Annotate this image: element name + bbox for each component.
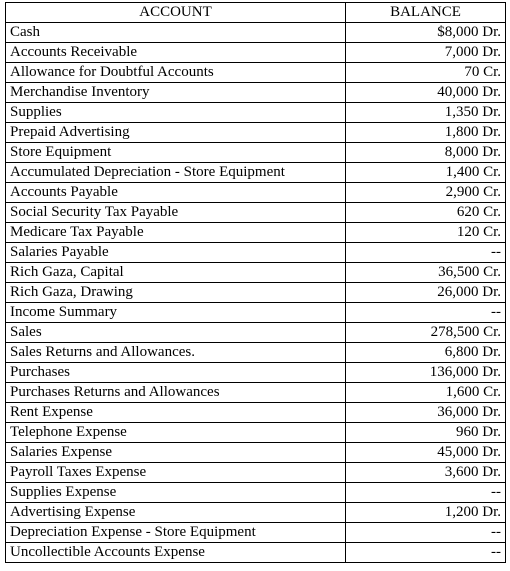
account-name-cell: Telephone Expense — [6, 423, 346, 443]
table-row — [6, 223, 506, 243]
account-name-cell: Accounts Payable — [6, 183, 346, 203]
account-name-cell: Allowance for Doubtful Accounts — [6, 63, 346, 83]
balance-cell: 1,800 Dr. — [346, 123, 506, 143]
account-name-cell: Depreciation Expense - Store Equipment — [6, 523, 346, 543]
balance-cell: -- — [346, 483, 506, 503]
table-row — [6, 503, 506, 523]
table-row — [6, 343, 506, 363]
balance-cell: 36,500 Cr. — [346, 263, 506, 283]
account-name-cell: Sales — [6, 323, 346, 343]
balance-cell: 278,500 Cr. — [346, 323, 506, 343]
account-name-cell: Medicare Tax Payable — [6, 223, 346, 243]
balance-cell: 36,000 Dr. — [346, 403, 506, 423]
table-row — [6, 63, 506, 83]
account-name-cell: Social Security Tax Payable — [6, 203, 346, 223]
account-name-cell: Uncollectible Accounts Expense — [6, 543, 346, 563]
table-row — [6, 443, 506, 463]
account-name-cell: Income Summary — [6, 303, 346, 323]
account-name-cell: Accumulated Depreciation - Store Equipment — [6, 163, 346, 183]
table-row — [6, 43, 506, 63]
account-name-cell: Salaries Expense — [6, 443, 346, 463]
balance-cell: 40,000 Dr. — [346, 83, 506, 103]
balance-cell: 70 Cr. — [346, 63, 506, 83]
account-name-cell: Advertising Expense — [6, 503, 346, 523]
account-name-cell: Salaries Payable — [6, 243, 346, 263]
balance-cell: 45,000 Dr. — [346, 443, 506, 463]
balance-cell: 1,600 Cr. — [346, 383, 506, 403]
table-row — [6, 143, 506, 163]
account-name-cell: Supplies — [6, 103, 346, 123]
table-row — [6, 463, 506, 483]
balance-cell: -- — [346, 303, 506, 323]
table-row — [6, 403, 506, 423]
account-name-cell: Accounts Receivable — [6, 43, 346, 63]
table-row — [6, 83, 506, 103]
table-row — [6, 123, 506, 143]
balance-cell: 1,400 Cr. — [346, 163, 506, 183]
account-name-cell: Payroll Taxes Expense — [6, 463, 346, 483]
table-row — [6, 363, 506, 383]
balance-cell: -- — [346, 243, 506, 263]
account-name-cell: Supplies Expense — [6, 483, 346, 503]
trial-balance-table — [5, 2, 506, 563]
balance-cell: 6,800 Dr. — [346, 343, 506, 363]
account-name-cell: Merchandise Inventory — [6, 83, 346, 103]
balance-cell: 620 Cr. — [346, 203, 506, 223]
table-row — [6, 203, 506, 223]
table-row — [6, 243, 506, 263]
table-row — [6, 383, 506, 403]
balance-cell: 8,000 Dr. — [346, 143, 506, 163]
account-name-cell: Sales Returns and Allowances. — [6, 343, 346, 363]
account-name-cell: Rent Expense — [6, 403, 346, 423]
account-name-cell: Store Equipment — [6, 143, 346, 163]
balance-cell: 3,600 Dr. — [346, 463, 506, 483]
table-row — [6, 283, 506, 303]
table-row — [6, 103, 506, 123]
balance-cell: -- — [346, 523, 506, 543]
balance-cell: 136,000 Dr. — [346, 363, 506, 383]
account-name-cell: Rich Gaza, Capital — [6, 263, 346, 283]
table-row — [6, 163, 506, 183]
account-column-header: ACCOUNT — [6, 3, 346, 23]
account-name-cell: Prepaid Advertising — [6, 123, 346, 143]
table-row — [6, 303, 506, 323]
table-row — [6, 323, 506, 343]
header-row — [6, 3, 506, 23]
balance-cell: 960 Dr. — [346, 423, 506, 443]
account-name-cell: Purchases Returns and Allowances — [6, 383, 346, 403]
table-row — [6, 483, 506, 503]
balance-cell: 26,000 Dr. — [346, 283, 506, 303]
balance-cell: $8,000 Dr. — [346, 23, 506, 43]
balance-cell: -- — [346, 543, 506, 563]
balance-cell: 2,900 Cr. — [346, 183, 506, 203]
balance-column-header: BALANCE — [346, 3, 506, 23]
table-body — [6, 23, 506, 563]
account-name-cell: Purchases — [6, 363, 346, 383]
table-row — [6, 23, 506, 43]
table-row — [6, 263, 506, 283]
table-row — [6, 183, 506, 203]
balance-cell: 1,350 Dr. — [346, 103, 506, 123]
balance-cell: 7,000 Dr. — [346, 43, 506, 63]
table-row — [6, 543, 506, 563]
account-name-cell: Cash — [6, 23, 346, 43]
balance-cell: 120 Cr. — [346, 223, 506, 243]
account-name-cell: Rich Gaza, Drawing — [6, 283, 346, 303]
table-row — [6, 423, 506, 443]
balance-cell: 1,200 Dr. — [346, 503, 506, 523]
table-row — [6, 523, 506, 543]
